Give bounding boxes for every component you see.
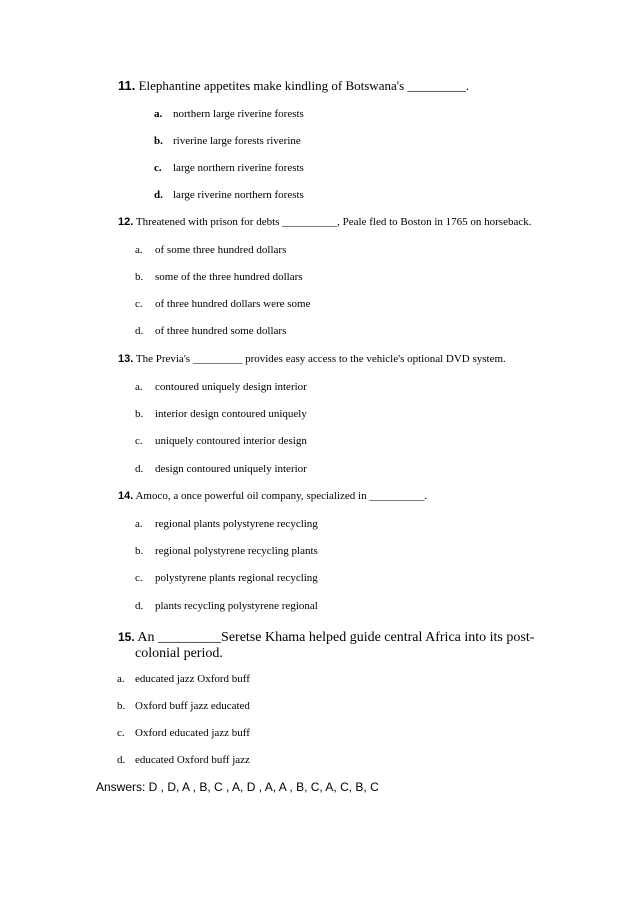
option-text: large northern riverine forests — [173, 162, 304, 174]
option-text: Oxford educated jazz buff — [135, 727, 250, 739]
question-13 — [118, 353, 506, 365]
option-letter: b. — [135, 408, 144, 420]
option-11b — [154, 135, 301, 147]
option-12a — [135, 244, 286, 256]
option-11c — [154, 162, 304, 174]
option-14a — [135, 518, 318, 530]
question-text: Threatened with prison for debts __________, Peale fled to Boston in 1765 on horseback. — [135, 216, 532, 228]
option-text: northern large riverine forests — [173, 108, 304, 120]
option-letter: d. — [154, 189, 163, 201]
option-11a — [154, 108, 304, 120]
option-14c — [135, 572, 318, 584]
question-number: 12. — [118, 216, 134, 228]
option-letter: a. — [117, 673, 125, 685]
option-15c — [117, 727, 250, 739]
option-12c — [135, 298, 310, 310]
option-text: Oxford buff jazz educated — [135, 700, 250, 712]
question-number: 11. — [118, 78, 136, 93]
option-text: interior design contoured uniquely — [155, 408, 307, 420]
option-text: of some three hundred dollars — [155, 244, 287, 256]
option-text: uniquely contoured interior design — [155, 435, 307, 447]
question-number: 14. — [118, 490, 134, 502]
option-13b — [135, 408, 307, 420]
option-letter: b. — [117, 700, 126, 712]
question-text: Elephantine appetites make kindling of Botswana's _________. — [138, 78, 470, 93]
option-15a — [117, 673, 250, 685]
option-text: educated jazz Oxford buff — [135, 673, 250, 685]
question-11 — [118, 78, 469, 94]
option-text: regional polystyrene recycling plants — [155, 545, 318, 557]
option-14b — [135, 545, 318, 557]
question-text: Amoco, a once powerful oil company, specialized in __________. — [135, 490, 428, 502]
option-letter: a. — [154, 108, 163, 120]
option-letter: c. — [135, 298, 143, 310]
option-text: polystyrene plants regional recycling — [155, 572, 318, 584]
option-text: educated Oxford buff jazz — [135, 754, 250, 766]
option-letter: a. — [135, 244, 143, 256]
option-letter: d. — [135, 463, 144, 475]
question-text: colonial period. — [135, 646, 223, 661]
option-text: some of the three hundred dollars — [155, 271, 303, 283]
option-letter: c. — [117, 727, 125, 739]
option-13d — [135, 463, 307, 475]
option-text: of three hundred some dollars — [155, 325, 287, 337]
question-number: 15. — [118, 630, 135, 644]
option-letter: c. — [154, 162, 162, 174]
option-12b — [135, 271, 303, 283]
option-letter: c. — [135, 572, 143, 584]
option-letter: b. — [135, 545, 144, 557]
option-letter: d. — [135, 600, 144, 612]
question-text: An _________Seretse Khama helped guide central Africa into its post- — [137, 630, 535, 645]
option-letter: b. — [154, 135, 163, 147]
option-letter: d. — [135, 325, 144, 337]
option-letter: b. — [135, 271, 144, 283]
option-text: of three hundred dollars were some — [155, 298, 311, 310]
option-13c — [135, 435, 307, 447]
option-11d — [154, 189, 304, 201]
option-14d — [135, 600, 318, 612]
option-letter: d. — [117, 754, 126, 766]
option-15d — [117, 754, 250, 766]
option-text: regional plants polystyrene recycling — [155, 518, 318, 530]
question-12 — [118, 216, 531, 228]
option-text: contoured uniquely design interior — [155, 381, 307, 393]
option-13a — [135, 381, 307, 393]
option-15b — [117, 700, 250, 712]
option-letter: a. — [135, 381, 143, 393]
option-text: plants recycling polystyrene regional — [155, 600, 318, 612]
option-text: large riverine northern forests — [173, 189, 304, 201]
option-letter: a. — [135, 518, 143, 530]
option-12d — [135, 325, 286, 337]
question-14 — [118, 490, 427, 502]
option-text: design contoured uniquely interior — [155, 463, 307, 475]
question-text: The Previa's _________ provides easy access to the vehicle's optional DVD system. — [135, 353, 506, 365]
option-letter: c. — [135, 435, 143, 447]
option-text: riverine large forests riverine — [173, 135, 301, 147]
question-15-continued — [135, 645, 223, 663]
question-number: 13. — [118, 353, 134, 365]
answer-key: Answers: D , D, A , B, C , A, D , A, A , B, C, A, C, B, C — [96, 780, 379, 794]
